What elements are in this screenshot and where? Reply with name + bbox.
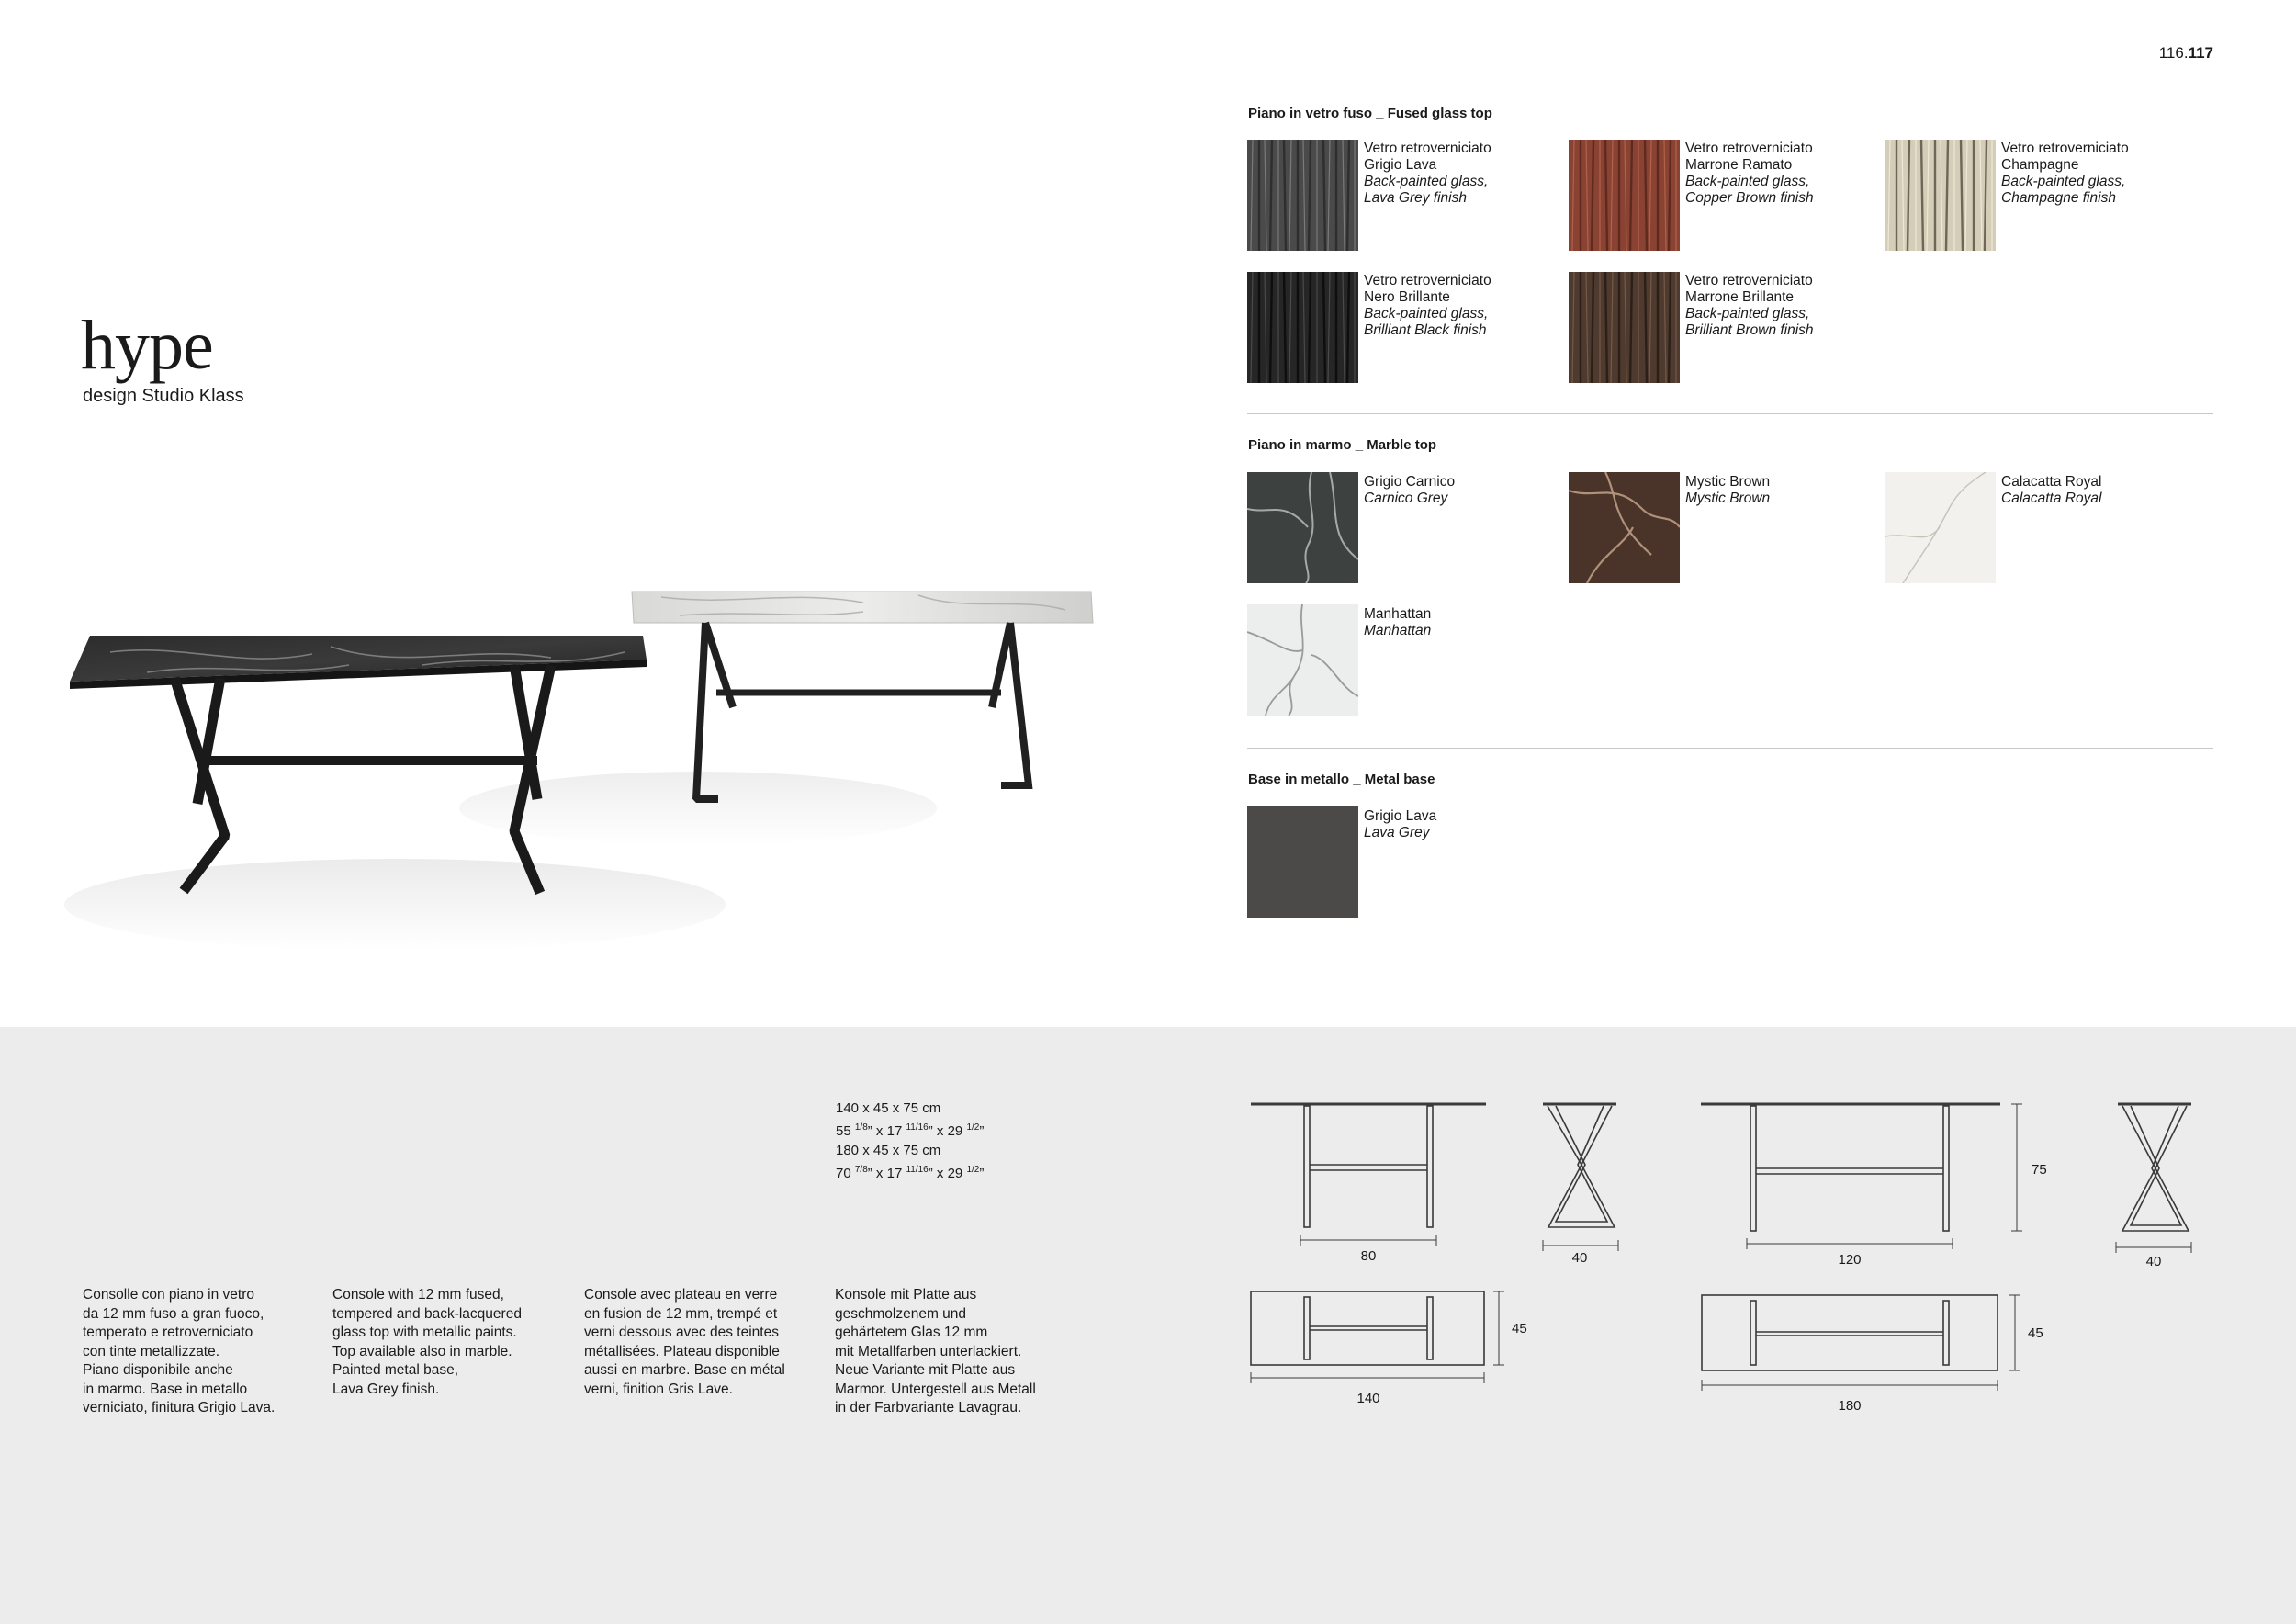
product-photo xyxy=(37,570,1120,955)
caption-line: Marrone Ramato xyxy=(1685,157,1793,173)
section-title-metal: Base in metallo _ Metal base xyxy=(1248,772,1435,787)
description-line: Marmor. Untergestell aus Metall xyxy=(835,1381,1036,1397)
description-line: Neue Variante mit Platte aus xyxy=(835,1362,1016,1378)
caption-line: Copper Brown finish xyxy=(1685,190,1814,206)
page-number: 116.117 xyxy=(2158,44,2213,62)
swatch-metal-lava-grey[interactable] xyxy=(1247,806,1358,918)
label-height: 75 xyxy=(2032,1162,2047,1178)
caption-line: Vetro retroverniciato xyxy=(2001,141,2129,156)
description-french xyxy=(584,1286,814,1399)
caption-line: Brilliant Black finish xyxy=(1364,322,1487,338)
caption-line: Calacatta Royal xyxy=(2001,491,2102,506)
caption-line: Vetro retroverniciato xyxy=(1364,141,1491,156)
caption-line: Mystic Brown xyxy=(1685,474,1771,490)
caption-line: Vetro retroverniciato xyxy=(1364,273,1491,288)
description-line: in marmo. Base in metallo xyxy=(83,1381,248,1397)
label-plan-small-length: 140 xyxy=(1356,1391,1380,1406)
caption-marble-carnico-grey xyxy=(1364,474,1455,507)
description-line: verni dessous avec des teintes xyxy=(584,1325,779,1340)
white-marble-console xyxy=(632,592,1093,799)
label-large-side: 40 xyxy=(2145,1254,2162,1269)
description-line: métallisées. Plateau disponible xyxy=(584,1343,780,1359)
caption-line: Champagne finish xyxy=(2001,190,2116,206)
caption-line: Grigio Carnico xyxy=(1364,474,1456,490)
swatch-base xyxy=(1247,272,1358,383)
description-line: Top available also in marble. xyxy=(332,1343,512,1359)
caption-line: Manhattan xyxy=(1364,623,1432,638)
caption-line: Lava Grey finish xyxy=(1364,190,1467,206)
caption-metal-lava-grey xyxy=(1364,808,1436,841)
plan-view-140 xyxy=(1251,1291,1504,1383)
swatch-base xyxy=(1569,272,1680,383)
caption-line: Marrone Brillante xyxy=(1685,289,1795,305)
label-plan-large-depth: 45 xyxy=(2028,1325,2043,1341)
description-line: Piano disponibile anche xyxy=(83,1362,233,1378)
description-line: en fusion de 12 mm, trempé et xyxy=(584,1305,778,1322)
product-title: hype xyxy=(81,307,213,384)
caption-line: Grigio Lava xyxy=(1364,808,1437,824)
section-title-glass: Piano in vetro fuso _ Fused glass top xyxy=(1248,106,1492,121)
description-line: verni, finition Gris Lave. xyxy=(584,1381,733,1397)
caption-marble-mystic-brown xyxy=(1685,474,1770,507)
description-line: Lava Grey finish. xyxy=(332,1381,440,1397)
caption-line: Back-painted glass, xyxy=(2001,174,2126,189)
swatch-base xyxy=(1885,140,1996,251)
caption-line: Manhattan xyxy=(1364,606,1432,622)
label-plan-large-length: 180 xyxy=(1838,1398,1862,1414)
side-view-large xyxy=(2116,1104,2191,1253)
technical-drawings xyxy=(1240,1084,2223,1433)
caption-glass-lava-grey xyxy=(1364,141,1491,207)
description-line: Console with 12 mm fused, xyxy=(332,1287,504,1303)
label-small-side: 40 xyxy=(1571,1250,1588,1266)
swatch-base xyxy=(1247,140,1358,251)
front-view-180 xyxy=(1701,1104,2022,1249)
dimension-in-2: 70 $^{7/8}$” x 17 $^{11/16}$” x 29 $^{1/2}$” xyxy=(836,1165,985,1181)
plan-view-180 xyxy=(1702,1295,2020,1391)
dimensions-block xyxy=(836,1099,984,1183)
swatch-glass-brilliant-black[interactable] xyxy=(1247,272,1358,383)
caption-glass-copper-brown xyxy=(1685,141,1814,207)
swatch-glass-brilliant-brown[interactable] xyxy=(1569,272,1680,383)
description-line: Console avec plateau en verre xyxy=(584,1287,778,1303)
caption-line: Lava Grey xyxy=(1364,825,1430,840)
description-line: gehärtetem Glas 12 mm xyxy=(835,1325,988,1340)
description-italian xyxy=(83,1286,312,1418)
swatch-marble-manhattan[interactable] xyxy=(1247,604,1358,716)
description-line: temperato e retroverniciato xyxy=(83,1325,253,1340)
swatch-marble-mystic-brown[interactable] xyxy=(1569,472,1680,583)
swatch-glass-champagne[interactable] xyxy=(1885,140,1996,251)
section-title-marble: Piano in marmo _ Marble top xyxy=(1248,437,1437,453)
dimension-cm-1: 140 x 45 x 75 cm xyxy=(836,1100,941,1116)
swatch-glass-copper-brown[interactable] xyxy=(1569,140,1680,251)
description-line: in der Farbvariante Lavagrau. xyxy=(835,1400,1022,1415)
caption-glass-champagne xyxy=(2001,141,2129,207)
description-line: Consolle con piano in vetro xyxy=(83,1287,254,1303)
label-plan-small-depth: 45 xyxy=(1512,1321,1527,1336)
label-large-width: 120 xyxy=(1838,1252,1862,1268)
front-view-140 xyxy=(1251,1104,1486,1246)
designer-credit: design Studio Klass xyxy=(83,386,244,406)
swatch-base xyxy=(1247,472,1358,583)
description-line: con tinte metallizzate. xyxy=(83,1343,220,1359)
caption-line: Vetro retroverniciato xyxy=(1685,273,1813,288)
floor-shadow xyxy=(64,859,726,951)
caption-line: Nero Brillante xyxy=(1364,289,1450,305)
caption-line: Grigio Lava xyxy=(1364,157,1437,173)
caption-line: Calacatta Royal xyxy=(2001,474,2102,490)
dimension-in-1: 55 $^{1/8}$” x 17 $^{11/16}$” x 29 $^{1/2}$” xyxy=(836,1122,985,1139)
swatch-glass-lava-grey[interactable] xyxy=(1247,140,1358,251)
caption-glass-brilliant-brown xyxy=(1685,273,1814,339)
section-divider xyxy=(1247,748,2213,749)
caption-marble-calacatta-royal xyxy=(2001,474,2101,507)
description-line: glass top with metallic paints. xyxy=(332,1325,517,1340)
caption-line: Back-painted glass, xyxy=(1364,306,1489,321)
description-english xyxy=(332,1286,562,1399)
description-line: Painted metal base, xyxy=(332,1362,459,1378)
caption-line: Back-painted glass, xyxy=(1364,174,1489,189)
swatch-marble-carnico-grey[interactable] xyxy=(1247,472,1358,583)
description-line: aussi en marbre. Base en métal xyxy=(584,1362,785,1378)
caption-line: Mystic Brown xyxy=(1685,491,1771,506)
description-line: tempered and back-lacquered xyxy=(332,1305,522,1322)
side-view-small xyxy=(1543,1104,1618,1251)
swatch-marble-calacatta-royal[interactable] xyxy=(1885,472,1996,583)
swatch-base xyxy=(1247,604,1358,716)
description-line: geschmolzenem und xyxy=(835,1305,967,1322)
swatch-base xyxy=(1569,472,1680,583)
description-line: mit Metallfarben unterlackiert. xyxy=(835,1343,1022,1359)
caption-line: Vetro retroverniciato xyxy=(1685,141,1813,156)
dark-marble-console xyxy=(70,636,647,893)
label-small-width: 80 xyxy=(1360,1248,1377,1264)
description-line: Konsole mit Platte aus xyxy=(835,1287,977,1303)
description-german xyxy=(835,1286,1064,1418)
caption-line: Champagne xyxy=(2001,157,2079,173)
caption-line: Back-painted glass, xyxy=(1685,306,1810,321)
dimension-cm-2: 180 x 45 x 75 cm xyxy=(836,1143,941,1158)
caption-marble-manhattan xyxy=(1364,606,1431,639)
swatch-base xyxy=(1247,806,1358,918)
caption-line: Back-painted glass, xyxy=(1685,174,1810,189)
caption-glass-brilliant-black xyxy=(1364,273,1491,339)
description-line: da 12 mm fuso a gran fuoco, xyxy=(83,1305,264,1322)
caption-line: Brilliant Brown finish xyxy=(1685,322,1814,338)
section-divider xyxy=(1247,413,2213,414)
swatch-base xyxy=(1569,140,1680,251)
caption-line: Carnico Grey xyxy=(1364,491,1448,506)
description-line: verniciato, finitura Grigio Lava. xyxy=(83,1400,276,1415)
